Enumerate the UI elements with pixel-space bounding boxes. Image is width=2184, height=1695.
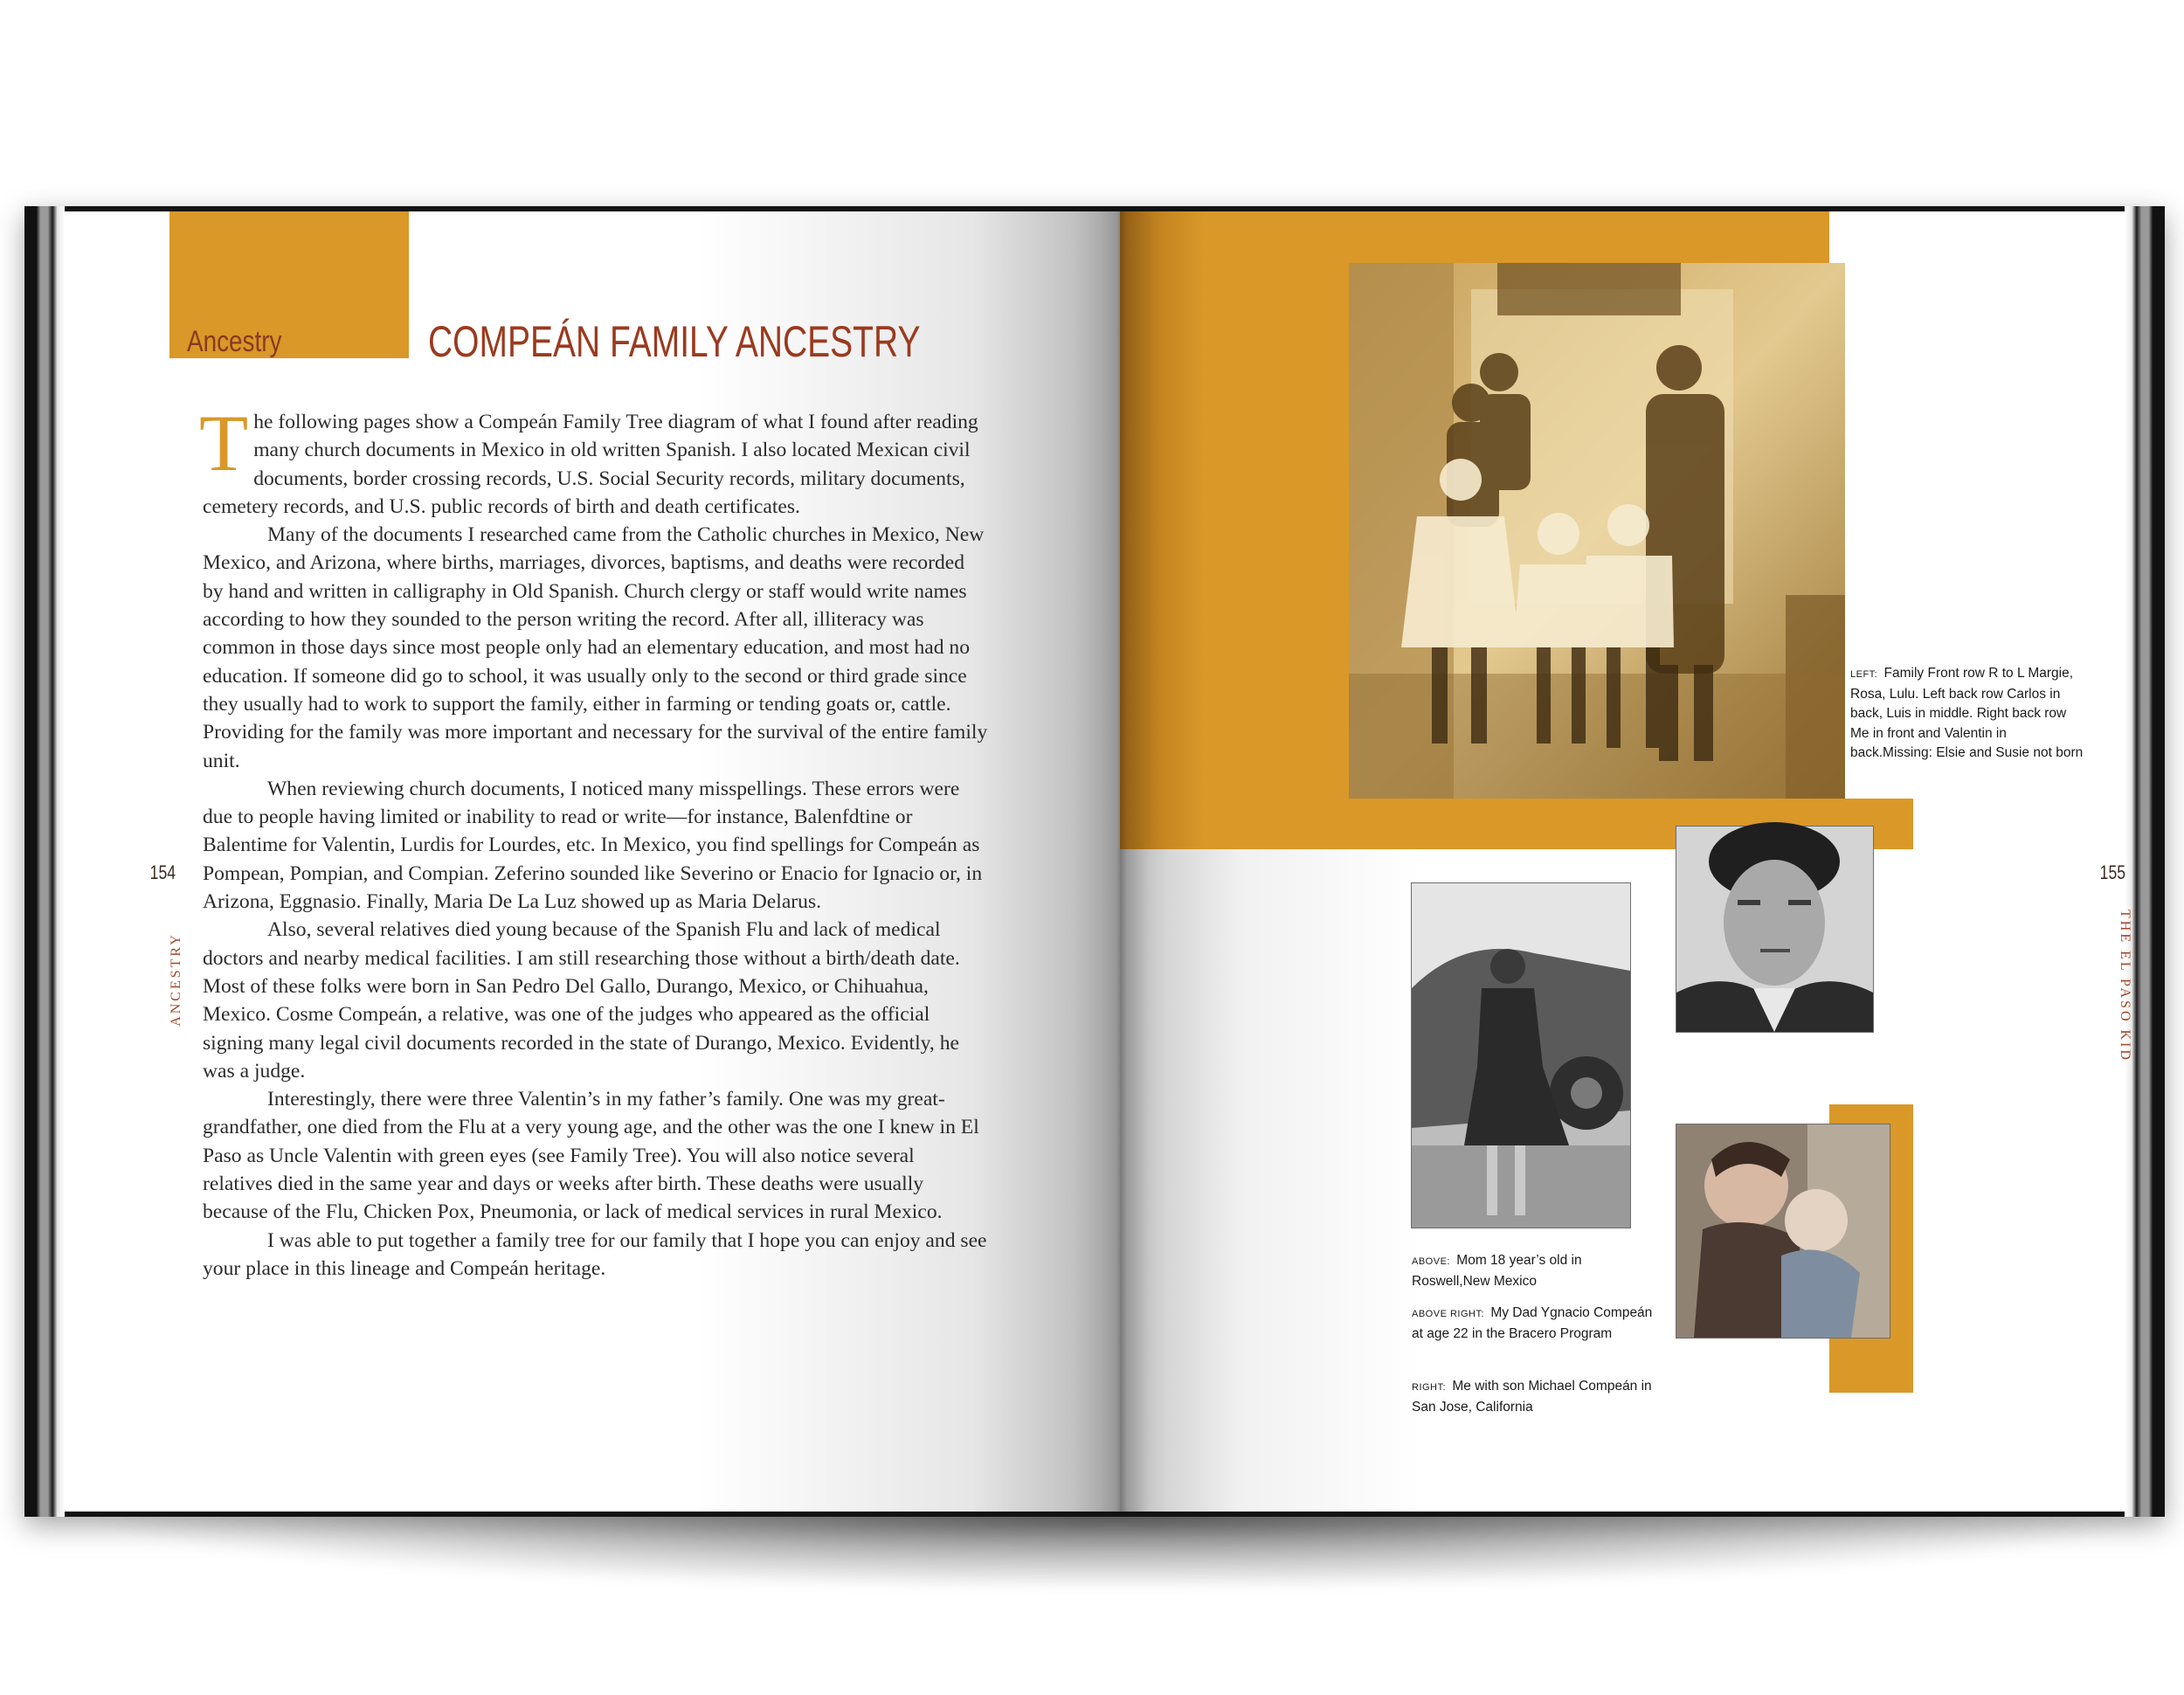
page-number-right: 155 xyxy=(2099,861,2126,883)
running-head-left: ANCESTRY xyxy=(169,932,183,1027)
running-head-right: THE EL PASO KID xyxy=(2118,910,2132,1062)
right-cover-edge xyxy=(2125,206,2165,1517)
paragraph-5: Interestingly, there were three Valentin’s in my father’s family. One was my great-grandfather, one died from the Flu at a very young age, and the other was the one I knew in El Paso as Uncle Valentin with green eyes (see Family Tree). You will also notice several relatives died in the same year and days or weeks after birth. These deaths were usually because of the Flu, Chicken Pox, Pneumonia, or lack of medical services in rural Mexico. xyxy=(203,1088,979,1224)
family-photo xyxy=(1349,263,1845,799)
section-tab-label: Ancestry xyxy=(187,325,282,358)
dad-photo xyxy=(1676,826,1874,1033)
caption-above-text: Mom 18 year’s old in Roswell,New Mexico xyxy=(1412,1253,1582,1289)
caption-right xyxy=(1412,1377,1656,1417)
caption-right-tag: RIGHT: xyxy=(1412,1382,1447,1393)
paragraph-1-text: he following pages show a Compeán Family Tree diagram of what I found after reading many church documents in Mexico in old written Spanish. I also located Mexican civil documents, border crossing records, U.S. Social Security records, military documents, cemetery records, and U.S. public records of birth and death certificates. xyxy=(203,411,978,518)
drop-cap: T xyxy=(199,398,249,488)
caption-above-right-text: My Dad Ygnacio Compeán at age 22 in the Bracero Program xyxy=(1412,1305,1653,1341)
caption-above-tag: ABOVE: xyxy=(1412,1256,1450,1267)
paragraph-3: When reviewing church documents, I noticed many misspellings. These errors were due to people having limited or inability to read or write—for instance, Balenfdtine or Balentime for Valentin, Lurdis for Lourdes, etc. In Mexico, you find spellings for Compeán as Pompean, Pompian, and Compian. Zeferino sounded like Severino or Enacio for Ignacio or, in Arizona, Eggnasio. Finally, Maria De La Luz showed up as Maria Delarus. xyxy=(203,777,983,914)
paragraph-1 xyxy=(199,398,989,521)
chapter-title: COMPEÁN FAMILY ANCESTRY xyxy=(428,317,921,366)
caption-above xyxy=(1412,1251,1648,1291)
caption-left-text: Family Front row R to L Margie, Rosa, Lulu. Left back row Carlos in back, Luis in middle. Right back row Me in front and Valentin in back.Missing: Elsie and Susie not born xyxy=(1850,666,2084,761)
paragraph-4: Also, several relatives died young because of the Spanish Flu and lack of medical doctors and nearby medical facilities. I am still researching those without a birth/death date. Most of these folks were born in San Pedro Del Gallo, Durango, Mexico, or Chihuahua, Mexico. Cosme Compeán, a relative, was one of the judges who appeared as the official signing many legal civil documents recorded in the state of Durango, Mexico. Evidently, he was a judge. xyxy=(203,918,960,1083)
right-page xyxy=(1120,211,2132,1512)
left-cover-edge xyxy=(24,206,65,1517)
son-photo xyxy=(1676,1124,1890,1339)
left-page xyxy=(65,211,1120,1512)
caption-left-tag: LEFT: xyxy=(1850,669,1878,680)
caption-above-right-tag: ABOVE RIGHT: xyxy=(1412,1309,1485,1319)
paragraph-2: Many of the documents I researched came from the Catholic churches in Mexico, New Mexico, and Arizona, where births, marriages, divorces, baptisms, and deaths were recorded by hand and written in calligraphy in Old Spanish. Church clergy or staff would write names according to how they sounded to the person writing the record. After all, illiteracy was common in those days since most people only had an elementary education, and most had no education. If someone did go to school, it was usually only to the second or third grade since they usually had to work to support the family, either in farming or tending goats or, cattle. Providing for the family was more important and necessary for the survival of the entire family unit. xyxy=(203,523,988,772)
mom-photo xyxy=(1411,882,1631,1228)
page-number-left: 154 xyxy=(149,861,176,883)
open-book xyxy=(24,206,2165,1517)
caption-above-right xyxy=(1412,1304,1656,1344)
section-tab xyxy=(169,211,409,358)
caption-left xyxy=(1850,664,2086,764)
caption-right-text: Me with son Michael Compeán in San Jose, California xyxy=(1412,1379,1652,1415)
body-text xyxy=(199,398,989,1283)
paragraph-6: I was able to put together a family tree for our family that I hope you can enjoy and see your place in this lineage and Compeán heritage. xyxy=(203,1228,987,1280)
